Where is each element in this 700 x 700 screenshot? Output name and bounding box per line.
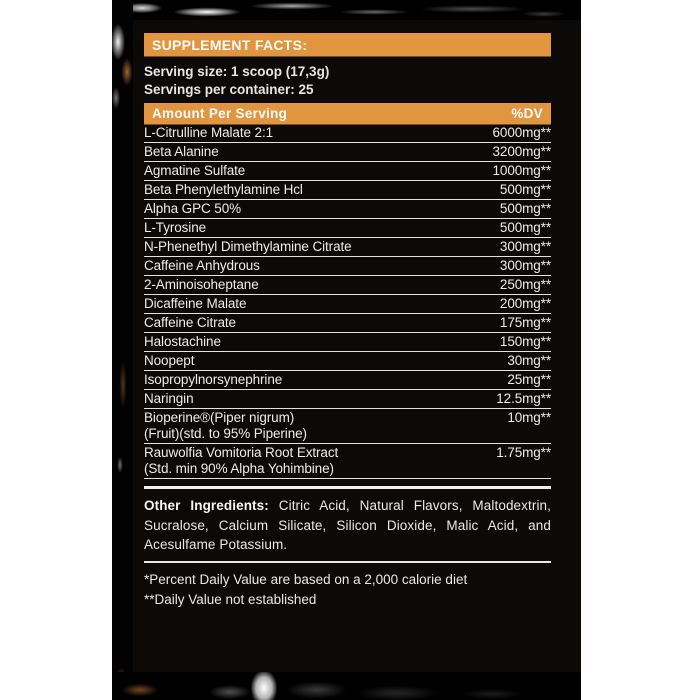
table-row [144, 371, 551, 390]
amount-per-serving-bar [144, 103, 551, 124]
other-ingredients-line2: Sucralose, Calcium Silicate, Silicon Dioxide, Malic Acid, and [144, 517, 551, 533]
ingredient-name: Beta Phenylethylamine Hcl [144, 182, 303, 197]
ingredient-amount: 300mg** [499, 239, 551, 254]
ingredient-name: Rauwolfia Vomitoria Root Extract [144, 445, 339, 460]
ingredient-amount: 3200mg** [492, 144, 551, 159]
table-row [144, 238, 551, 257]
ingredient-amount: 25mg** [507, 372, 551, 387]
footnote-not-established: **Daily Value not established [144, 591, 317, 607]
serving-size-text: Serving size: 1 scoop (17,3g) [144, 64, 330, 79]
other-ingredients-label: Other Ingredients: [144, 498, 269, 513]
ingredient-amount: 10mg** [507, 410, 551, 425]
ingredient-name: L-Tyrosine [144, 220, 207, 235]
thin-divider [144, 561, 551, 563]
table-row [144, 333, 551, 352]
ingredient-amount: 300mg** [499, 258, 551, 273]
ingredients-table [144, 124, 551, 479]
product-photo [112, 0, 581, 700]
table-row [144, 257, 551, 276]
ingredient-name: Alpha GPC 50% [144, 201, 242, 216]
table-row [144, 390, 551, 409]
ingredient-name: Naringin [144, 391, 194, 406]
serving-info [144, 63, 551, 98]
ingredient-amount: 1.75mg** [496, 445, 551, 460]
table-row [144, 295, 551, 314]
ingredient-name: Noopept [144, 353, 195, 368]
ingredient-name: Caffeine Anhydrous [144, 258, 260, 273]
ingredient-amount: 500mg** [499, 182, 551, 197]
ingredient-amount: 200mg** [499, 296, 551, 311]
ingredient-amount: 30mg** [507, 353, 551, 368]
ingredient-amount: 1000mg** [492, 163, 551, 178]
ingredient-name-line2: (Fruit)(std. to 95% Piperine) [144, 426, 307, 441]
ingredient-name-line2: (Std. min 90% Alpha Yohimbine) [144, 461, 334, 476]
ingredient-name: 2-Aminoisoheptane [144, 277, 259, 292]
other-ingredients-line3: Acesulfame Potassium. [144, 537, 288, 552]
ingredient-name: Beta Alanine [144, 144, 219, 159]
table-row [144, 314, 551, 333]
table-row [144, 352, 551, 371]
ingredient-name: Isopropylnorsynephrine [144, 372, 283, 387]
other-ingredients-paragraph [144, 496, 551, 555]
thick-divider [144, 486, 551, 489]
table-row [144, 124, 551, 143]
other-ingredients-line1: Other Ingredients: Citric Acid, Natural Flavors, Maltodextrin, [144, 498, 552, 513]
table-row [144, 444, 551, 479]
ingredient-amount: 12.5mg** [496, 391, 551, 406]
table-row [144, 276, 551, 295]
table-row [144, 181, 551, 200]
ingredient-amount: 500mg** [499, 220, 551, 235]
photo-texture-bottom [112, 672, 581, 700]
ingredient-name: L-Citrulline Malate 2:1 [144, 125, 274, 140]
ingredient-amount: 500mg** [499, 201, 551, 216]
supplement-facts-title: SUPPLEMENT FACTS: [152, 36, 308, 53]
ingredient-amount: 150mg** [499, 334, 551, 349]
footnote-daily-value: *Percent Daily Value are based on a 2,000 calorie diet [144, 571, 468, 587]
table-row [144, 409, 551, 444]
table-row [144, 162, 551, 181]
ingredient-amount: 175mg** [499, 315, 551, 330]
ingredient-amount: 6000mg** [492, 125, 551, 140]
ingredient-name: Caffeine Citrate [144, 315, 236, 330]
ingredient-name: Dicaffeine Malate [144, 296, 247, 311]
servings-per-container-text: Servings per container: 25 [144, 81, 314, 97]
ingredient-name: Halostachine [144, 334, 221, 349]
photo-texture-left [112, 0, 133, 700]
table-row [144, 143, 551, 162]
supplement-facts-content [144, 18, 551, 610]
dv-column-label: %DV [511, 106, 543, 121]
table-row [144, 219, 551, 238]
ingredient-amount: 250mg** [499, 277, 551, 292]
table-row [144, 200, 551, 219]
amount-per-serving-label: Amount Per Serving [152, 106, 288, 121]
supplement-facts-panel [132, 18, 581, 675]
ingredient-name: N-Phenethyl Dimethylamine Citrate [144, 239, 352, 254]
ingredient-name: Bioperine®(Piper nigrum) [144, 410, 295, 425]
ingredient-name: Agmatine Sulfate [144, 163, 246, 178]
footnotes [144, 570, 551, 610]
photo-texture-top [112, 0, 581, 20]
supplement-facts-header-bar [144, 33, 551, 56]
